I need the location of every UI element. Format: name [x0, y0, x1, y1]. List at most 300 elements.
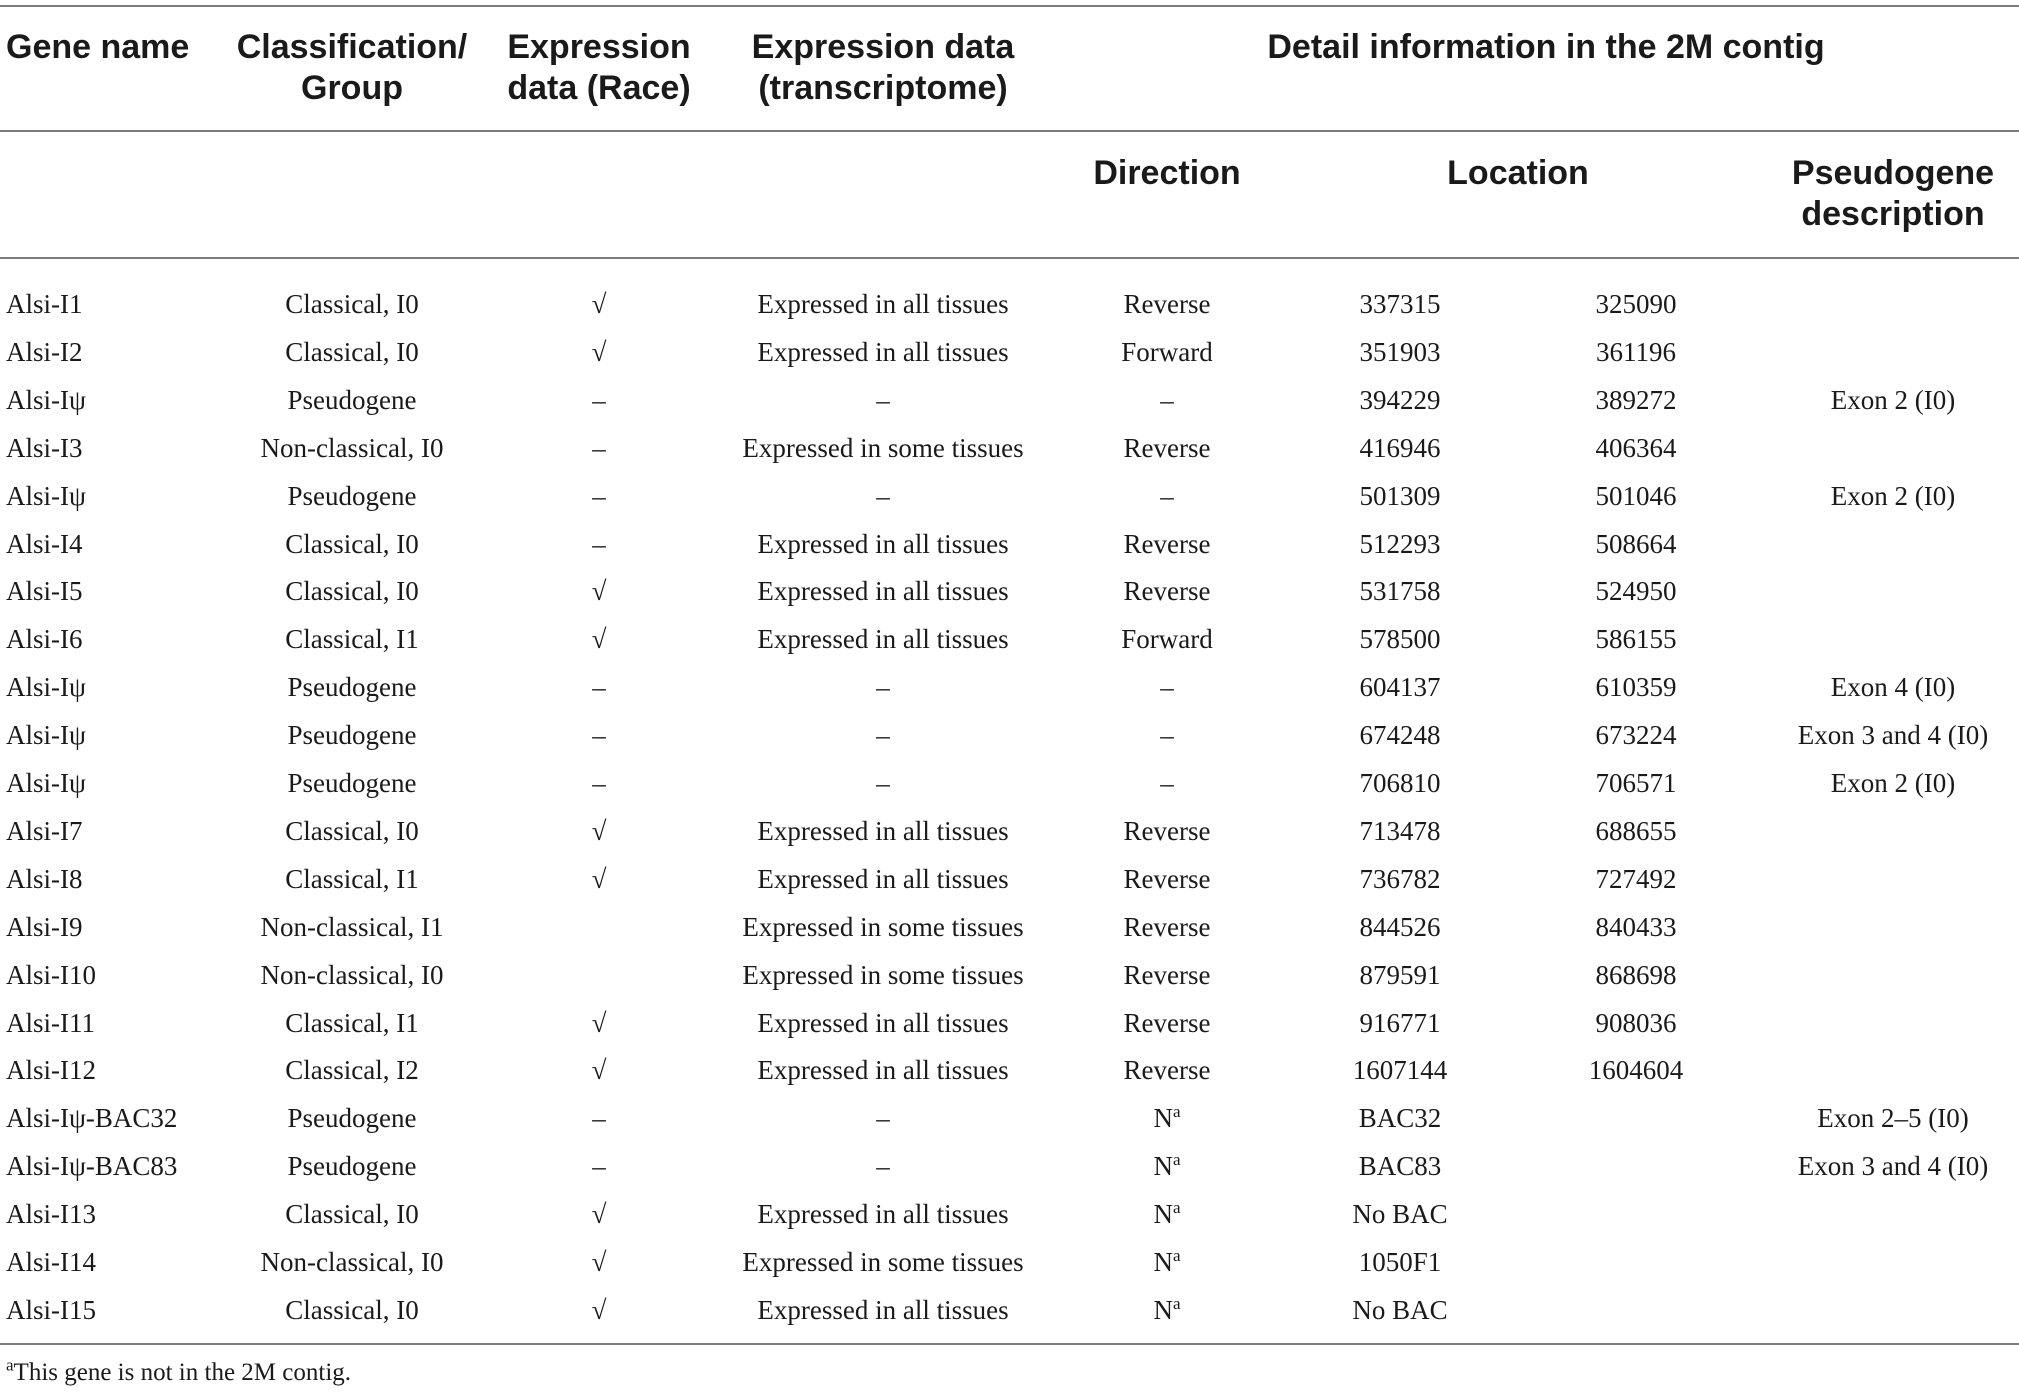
location-start-cell: [1360, 711, 1441, 759]
transcriptome-cell-text: Expressed in all tissues: [757, 1199, 1009, 1229]
header-expression-transcriptome-line2: (transcriptome): [758, 69, 1008, 107]
location-end-cell: [1596, 855, 1677, 903]
direction-cell: [1160, 711, 1174, 759]
pseudogene-description-cell: [1798, 1142, 1988, 1190]
race-expression-cell: [592, 1238, 607, 1286]
transcriptome-cell: [757, 520, 1008, 568]
classification-cell: [285, 855, 418, 903]
location-start-cell: [1352, 1286, 1447, 1334]
direction-cell: [1124, 951, 1211, 999]
classification-cell-text: Classical, I0: [285, 1295, 419, 1325]
header-expression-race-line1: Expression: [507, 28, 691, 66]
transcriptome-cell: [757, 1046, 1008, 1094]
location-end-cell-text: 673224: [1595, 720, 1677, 750]
race-expression-cell: [592, 280, 607, 328]
table-row: [0, 328, 2019, 376]
transcriptome-cell: [876, 1142, 890, 1190]
direction-cell-text: Reverse: [1123, 816, 1211, 846]
direction-cell-text: N: [1153, 1199, 1173, 1229]
direction-cell: [1124, 520, 1211, 568]
location-start-cell: [1360, 759, 1441, 807]
race-expression-cell-text: √: [591, 816, 607, 846]
race-expression-cell-text: √: [591, 1295, 607, 1325]
location-end-cell-text: 727492: [1595, 864, 1677, 894]
race-expression-cell-text: √: [591, 576, 607, 606]
location-end-cell: [1596, 615, 1677, 663]
location-start-cell: [1360, 424, 1441, 472]
transcriptome-cell: [876, 472, 890, 520]
gene-name-cell-text: Alsi-Iψ-BAC83: [6, 1151, 178, 1181]
gene-name-cell-text: Alsi-Iψ: [6, 385, 86, 415]
location-start-cell: [1353, 1046, 1448, 1094]
gene-name-cell: [6, 472, 86, 520]
classification-cell: [261, 1238, 444, 1286]
header-classification-line1: Classification/: [236, 28, 468, 66]
gene-name-cell: [6, 759, 86, 807]
direction-cell: [1124, 567, 1211, 615]
gene-name-cell: [6, 280, 83, 328]
gene-name-cell-text: Alsi-I11: [6, 1008, 95, 1038]
direction-cell: [1160, 472, 1174, 520]
classification-cell: [288, 376, 417, 424]
transcriptome-cell-text: Expressed in some tissues: [742, 960, 1024, 990]
location-end-cell-text: 406364: [1595, 433, 1677, 463]
classification-cell-text: Non-classical, I0: [260, 1247, 444, 1277]
pseudogene-description-cell: [1798, 711, 1988, 759]
header-expression-race: [507, 27, 690, 109]
gene-name-cell: [6, 807, 83, 855]
transcriptome-cell: [757, 567, 1008, 615]
transcriptome-cell-text: –: [876, 385, 890, 415]
direction-cell: [1160, 376, 1174, 424]
location-start-cell-text: 1607144: [1352, 1055, 1448, 1085]
location-start-cell-text: 512293: [1359, 529, 1441, 559]
race-expression-cell: [592, 807, 607, 855]
pseudogene-description-cell-text: Exon 3 and 4 (I0): [1797, 720, 1989, 750]
location-end-cell: [1596, 711, 1677, 759]
classification-cell-text: Pseudogene: [287, 481, 417, 511]
location-start-cell-text: 531758: [1359, 576, 1441, 606]
location-end-cell-text: 610359: [1595, 672, 1677, 702]
classification-cell: [288, 663, 417, 711]
transcriptome-cell: [757, 615, 1008, 663]
race-expression-cell-text: √: [591, 337, 607, 367]
header-pseudogene-description-line1: Pseudogene: [1791, 154, 1995, 192]
direction-cell: [1153, 1286, 1180, 1334]
race-expression-cell: [592, 1190, 607, 1238]
table-row: [0, 1238, 2019, 1286]
classification-cell-text: Non-classical, I1: [260, 912, 444, 942]
direction-cell: [1124, 807, 1211, 855]
transcriptome-cell-text: Expressed in all tissues: [757, 529, 1009, 559]
table-row: [0, 903, 2019, 951]
race-expression-cell-text: –: [592, 433, 606, 463]
classification-cell: [285, 567, 418, 615]
gene-name-cell-text: Alsi-I3: [6, 433, 83, 463]
table-row: [0, 615, 2019, 663]
location-start-cell: [1359, 1238, 1442, 1286]
transcriptome-cell: [876, 663, 890, 711]
transcriptome-cell-text: Expressed in some tissues: [742, 912, 1024, 942]
race-expression-cell: [592, 1286, 607, 1334]
race-expression-cell: [592, 1094, 606, 1142]
header-location: Location: [1447, 154, 1589, 192]
location-start-cell-text: No BAC: [1352, 1295, 1448, 1325]
table-row: [0, 1046, 2019, 1094]
location-start-cell-text: 879591: [1359, 960, 1441, 990]
direction-cell-text: –: [1160, 481, 1174, 511]
direction-cell: [1153, 1094, 1180, 1142]
transcriptome-cell: [876, 711, 890, 759]
location-start-cell: [1360, 807, 1441, 855]
location-start-cell: [1360, 903, 1441, 951]
classification-cell: [288, 711, 417, 759]
gene-name-cell-text: Alsi-I14: [6, 1247, 96, 1277]
footnote-marker-ref: a: [1172, 1246, 1181, 1265]
location-end-cell-text: 868698: [1595, 960, 1677, 990]
gene-name-cell: [6, 855, 83, 903]
location-end-cell: [1596, 903, 1677, 951]
direction-cell: [1124, 903, 1211, 951]
gene-name-cell-text: Alsi-Iψ: [6, 672, 86, 702]
location-start-cell-text: 736782: [1359, 864, 1441, 894]
table-row: [0, 1286, 2019, 1334]
footnote-marker-ref: a: [1172, 1198, 1181, 1217]
classification-cell-text: Classical, I1: [285, 864, 419, 894]
location-end-cell-text: 524950: [1595, 576, 1677, 606]
direction-cell-text: Reverse: [1123, 576, 1211, 606]
header-expression-transcriptome-line1: Expression data: [751, 28, 1015, 66]
transcriptome-cell-text: –: [876, 720, 890, 750]
table-row: [0, 567, 2019, 615]
location-start-cell: [1359, 1142, 1442, 1190]
race-expression-cell-text: –: [592, 481, 606, 511]
location-end-cell: [1596, 376, 1677, 424]
table-row: [0, 472, 2019, 520]
location-end-cell: [1596, 567, 1677, 615]
gene-name-cell: [6, 1286, 96, 1334]
classification-cell-text: Pseudogene: [287, 672, 417, 702]
race-expression-cell-text: –: [592, 529, 606, 559]
transcriptome-cell-text: Expressed in all tissues: [757, 816, 1009, 846]
classification-cell: [285, 1190, 418, 1238]
gene-name-cell: [6, 1142, 177, 1190]
header-expression-transcriptome: [752, 27, 1015, 109]
classification-cell-text: Classical, I2: [285, 1055, 419, 1085]
gene-name-cell: [6, 1238, 96, 1286]
location-start-cell-text: 416946: [1359, 433, 1441, 463]
direction-cell-text: Forward: [1121, 337, 1213, 367]
classification-cell: [285, 999, 418, 1047]
table-row: [0, 759, 2019, 807]
location-end-cell: [1596, 280, 1677, 328]
classification-cell: [288, 472, 417, 520]
gene-name-cell-text: Alsi-I12: [6, 1055, 96, 1085]
direction-cell-text: Reverse: [1123, 864, 1211, 894]
location-end-cell-text: 501046: [1595, 481, 1677, 511]
transcriptome-cell-text: Expressed in all tissues: [757, 337, 1009, 367]
classification-cell: [288, 1094, 417, 1142]
location-start-cell-text: 337315: [1359, 289, 1441, 319]
gene-name-cell: [6, 663, 86, 711]
pseudogene-description-cell-text: Exon 4 (I0): [1830, 672, 1956, 702]
header-pseudogene-description-line2: description: [1801, 195, 1985, 233]
location-start-cell: [1360, 376, 1441, 424]
location-start-cell-text: 604137: [1359, 672, 1441, 702]
gene-name-cell: [6, 711, 86, 759]
table-row: [0, 376, 2019, 424]
direction-cell: [1153, 1238, 1180, 1286]
gene-name-cell-text: Alsi-I6: [6, 624, 83, 654]
location-start-cell-text: No BAC: [1352, 1199, 1448, 1229]
classification-cell-text: Classical, I0: [285, 529, 419, 559]
gene-name-cell-text: Alsi-I8: [6, 864, 83, 894]
pseudogene-description-cell: [1831, 759, 1955, 807]
race-expression-cell-text: –: [592, 1103, 606, 1133]
gene-name-cell-text: Alsi-Iψ: [6, 768, 86, 798]
pseudogene-description-cell: [1831, 376, 1955, 424]
transcriptome-cell-text: Expressed in all tissues: [757, 1008, 1009, 1038]
location-end-cell: [1596, 663, 1677, 711]
direction-cell: [1121, 615, 1212, 663]
location-start-cell-text: BAC83: [1358, 1151, 1442, 1181]
pseudogene-description-cell: [1831, 472, 1955, 520]
location-start-cell: [1360, 663, 1441, 711]
direction-cell-text: –: [1160, 720, 1174, 750]
table-row: [0, 711, 2019, 759]
race-expression-cell: [592, 1046, 607, 1094]
transcriptome-cell-text: Expressed in all tissues: [757, 624, 1009, 654]
location-start-cell: [1360, 855, 1441, 903]
location-start-cell-text: 844526: [1359, 912, 1441, 942]
gene-name-cell-text: Alsi-I1: [6, 289, 83, 319]
classification-cell-text: Non-classical, I0: [260, 960, 444, 990]
transcriptome-cell-text: Expressed in all tissues: [757, 864, 1009, 894]
race-expression-cell-text: √: [591, 1247, 607, 1277]
location-start-cell: [1359, 1094, 1442, 1142]
classification-cell-text: Classical, I1: [285, 1008, 419, 1038]
gene-name-cell: [6, 1190, 96, 1238]
race-expression-cell: [592, 711, 606, 759]
direction-cell: [1124, 1046, 1211, 1094]
transcriptome-cell: [742, 903, 1023, 951]
direction-cell: [1153, 1190, 1180, 1238]
direction-cell: [1124, 855, 1211, 903]
table-row: [0, 855, 2019, 903]
footnote-marker: a: [6, 1355, 14, 1375]
location-start-cell: [1360, 328, 1441, 376]
direction-cell-text: Reverse: [1123, 1055, 1211, 1085]
location-end-cell-text: 325090: [1595, 289, 1677, 319]
direction-cell-text: N: [1153, 1295, 1173, 1325]
location-end-cell: [1596, 328, 1676, 376]
header-pseudogene-description: [1792, 153, 1994, 235]
transcriptome-cell: [876, 1094, 890, 1142]
header-gene-name: Gene name: [6, 28, 190, 66]
race-expression-cell-text: –: [592, 385, 606, 415]
race-expression-cell-text: –: [592, 1151, 606, 1181]
transcriptome-cell: [876, 759, 890, 807]
header-detail-information: Detail information in the 2M contig: [1267, 28, 1825, 66]
location-end-cell: [1596, 759, 1677, 807]
classification-cell: [285, 1286, 418, 1334]
classification-cell-text: Pseudogene: [287, 1103, 417, 1133]
gene-name-cell-text: Alsi-I15: [6, 1295, 96, 1325]
header-classification: [237, 27, 468, 109]
location-end-cell: [1596, 999, 1677, 1047]
transcriptome-cell-text: Expressed in all tissues: [757, 1295, 1009, 1325]
gene-name-cell-text: Alsi-I7: [6, 816, 83, 846]
direction-cell-text: Reverse: [1123, 433, 1211, 463]
direction-cell: [1121, 328, 1212, 376]
classification-cell-text: Pseudogene: [287, 385, 417, 415]
classification-cell-text: Non-classical, I0: [260, 433, 444, 463]
direction-cell: [1124, 424, 1211, 472]
race-expression-cell: [592, 759, 606, 807]
transcriptome-cell-text: –: [876, 1151, 890, 1181]
classification-cell: [285, 280, 418, 328]
direction-cell-text: Reverse: [1123, 529, 1211, 559]
transcriptome-cell-text: –: [876, 1103, 890, 1133]
location-start-cell-text: BAC32: [1358, 1103, 1442, 1133]
transcriptome-cell-text: –: [876, 768, 890, 798]
table-row: [0, 1190, 2019, 1238]
gene-name-cell-text: Alsi-I2: [6, 337, 83, 367]
location-start-cell: [1360, 472, 1441, 520]
table-row: [0, 1094, 2019, 1142]
transcriptome-cell: [742, 951, 1023, 999]
classification-cell: [261, 903, 444, 951]
location-start-cell: [1360, 615, 1441, 663]
location-start-cell-text: 706810: [1359, 768, 1441, 798]
transcriptome-cell-text: Expressed in all tissues: [757, 1055, 1009, 1085]
location-end-cell-text: 908036: [1595, 1008, 1677, 1038]
race-expression-cell-text: –: [592, 672, 606, 702]
location-start-cell-text: 916771: [1359, 1008, 1441, 1038]
header-classification-line2: Group: [301, 69, 403, 107]
header-bottom-rule: [0, 257, 2019, 259]
table-top-rule: [0, 5, 2019, 7]
transcriptome-cell: [757, 999, 1008, 1047]
race-expression-cell: [592, 999, 607, 1047]
race-expression-cell-text: √: [591, 289, 607, 319]
location-end-cell: [1596, 472, 1677, 520]
gene-name-cell-text: Alsi-Iψ: [6, 720, 86, 750]
gene-name-cell: [6, 1094, 177, 1142]
location-end-cell-text: 389272: [1595, 385, 1677, 415]
pseudogene-description-cell-text: Exon 2 (I0): [1830, 481, 1956, 511]
location-end-cell-text: 508664: [1595, 529, 1677, 559]
classification-cell-text: Classical, I1: [285, 624, 419, 654]
gene-name-cell: [6, 328, 83, 376]
race-expression-cell-text: –: [592, 720, 606, 750]
location-start-cell: [1360, 999, 1441, 1047]
direction-cell-text: N: [1153, 1247, 1173, 1277]
transcriptome-cell: [757, 280, 1008, 328]
header-mid-rule: [0, 130, 2019, 132]
race-expression-cell-text: √: [591, 624, 607, 654]
table-row: [0, 520, 2019, 568]
direction-cell-text: N: [1153, 1151, 1173, 1181]
gene-name-cell-text: Alsi-Iψ-BAC32: [6, 1103, 178, 1133]
location-start-cell: [1352, 1190, 1447, 1238]
location-end-cell-text: 361196: [1596, 337, 1676, 367]
direction-cell-text: Reverse: [1123, 960, 1211, 990]
classification-cell-text: Classical, I0: [285, 816, 419, 846]
location-end-cell: [1589, 1046, 1684, 1094]
classification-cell-text: Pseudogene: [287, 1151, 417, 1181]
classification-cell: [285, 1046, 418, 1094]
classification-cell: [285, 520, 418, 568]
location-start-cell-text: 674248: [1359, 720, 1441, 750]
location-end-cell: [1596, 807, 1677, 855]
pseudogene-description-cell-text: Exon 2 (I0): [1830, 768, 1956, 798]
transcriptome-cell: [742, 1238, 1023, 1286]
race-expression-cell: [592, 567, 607, 615]
classification-cell: [285, 807, 418, 855]
transcriptome-cell-text: Expressed in some tissues: [742, 1247, 1024, 1277]
race-expression-cell: [592, 520, 606, 568]
direction-cell-text: –: [1160, 385, 1174, 415]
classification-cell: [285, 615, 418, 663]
direction-cell: [1124, 280, 1211, 328]
location-end-cell: [1596, 951, 1677, 999]
gene-name-cell: [6, 999, 95, 1047]
gene-name-cell-text: Alsi-Iψ: [6, 481, 86, 511]
location-end-cell-text: 586155: [1595, 624, 1677, 654]
gene-name-cell: [6, 615, 83, 663]
location-start-cell-text: 501309: [1359, 481, 1441, 511]
direction-cell-text: Reverse: [1123, 289, 1211, 319]
gene-name-cell: [6, 567, 83, 615]
direction-cell-text: N: [1153, 1103, 1173, 1133]
transcriptome-cell: [757, 1286, 1008, 1334]
classification-cell-text: Pseudogene: [287, 720, 417, 750]
gene-name-cell-text: Alsi-I13: [6, 1199, 96, 1229]
transcriptome-cell-text: Expressed in some tissues: [742, 433, 1024, 463]
race-expression-cell: [592, 376, 606, 424]
transcriptome-cell-text: Expressed in all tissues: [757, 289, 1009, 319]
race-expression-cell: [592, 1142, 606, 1190]
footnote-text: This gene is not in the 2M contig.: [13, 1359, 352, 1386]
pseudogene-description-cell: [1831, 663, 1955, 711]
gene-name-cell: [6, 903, 83, 951]
race-expression-cell-text: –: [592, 768, 606, 798]
direction-cell-text: Reverse: [1123, 912, 1211, 942]
direction-cell-text: –: [1160, 672, 1174, 702]
race-expression-cell: [592, 855, 607, 903]
direction-cell: [1160, 759, 1174, 807]
gene-name-cell: [6, 376, 86, 424]
location-end-cell: [1596, 520, 1677, 568]
transcriptome-cell: [757, 807, 1008, 855]
header-expression-race-line2: data (Race): [507, 69, 691, 107]
location-end-cell-text: 706571: [1595, 768, 1677, 798]
classification-cell-text: Classical, I0: [285, 576, 419, 606]
classification-cell-text: Pseudogene: [287, 768, 417, 798]
race-expression-cell: [592, 472, 606, 520]
direction-cell-text: Reverse: [1123, 1008, 1211, 1038]
transcriptome-cell-text: Expressed in all tissues: [757, 576, 1009, 606]
classification-cell: [288, 1142, 417, 1190]
direction-cell-text: –: [1160, 768, 1174, 798]
direction-cell: [1124, 999, 1211, 1047]
race-expression-cell: [592, 424, 606, 472]
table-row: [0, 663, 2019, 711]
table-bottom-rule: [0, 1343, 2019, 1345]
transcriptome-cell: [876, 376, 890, 424]
location-start-cell: [1360, 951, 1441, 999]
